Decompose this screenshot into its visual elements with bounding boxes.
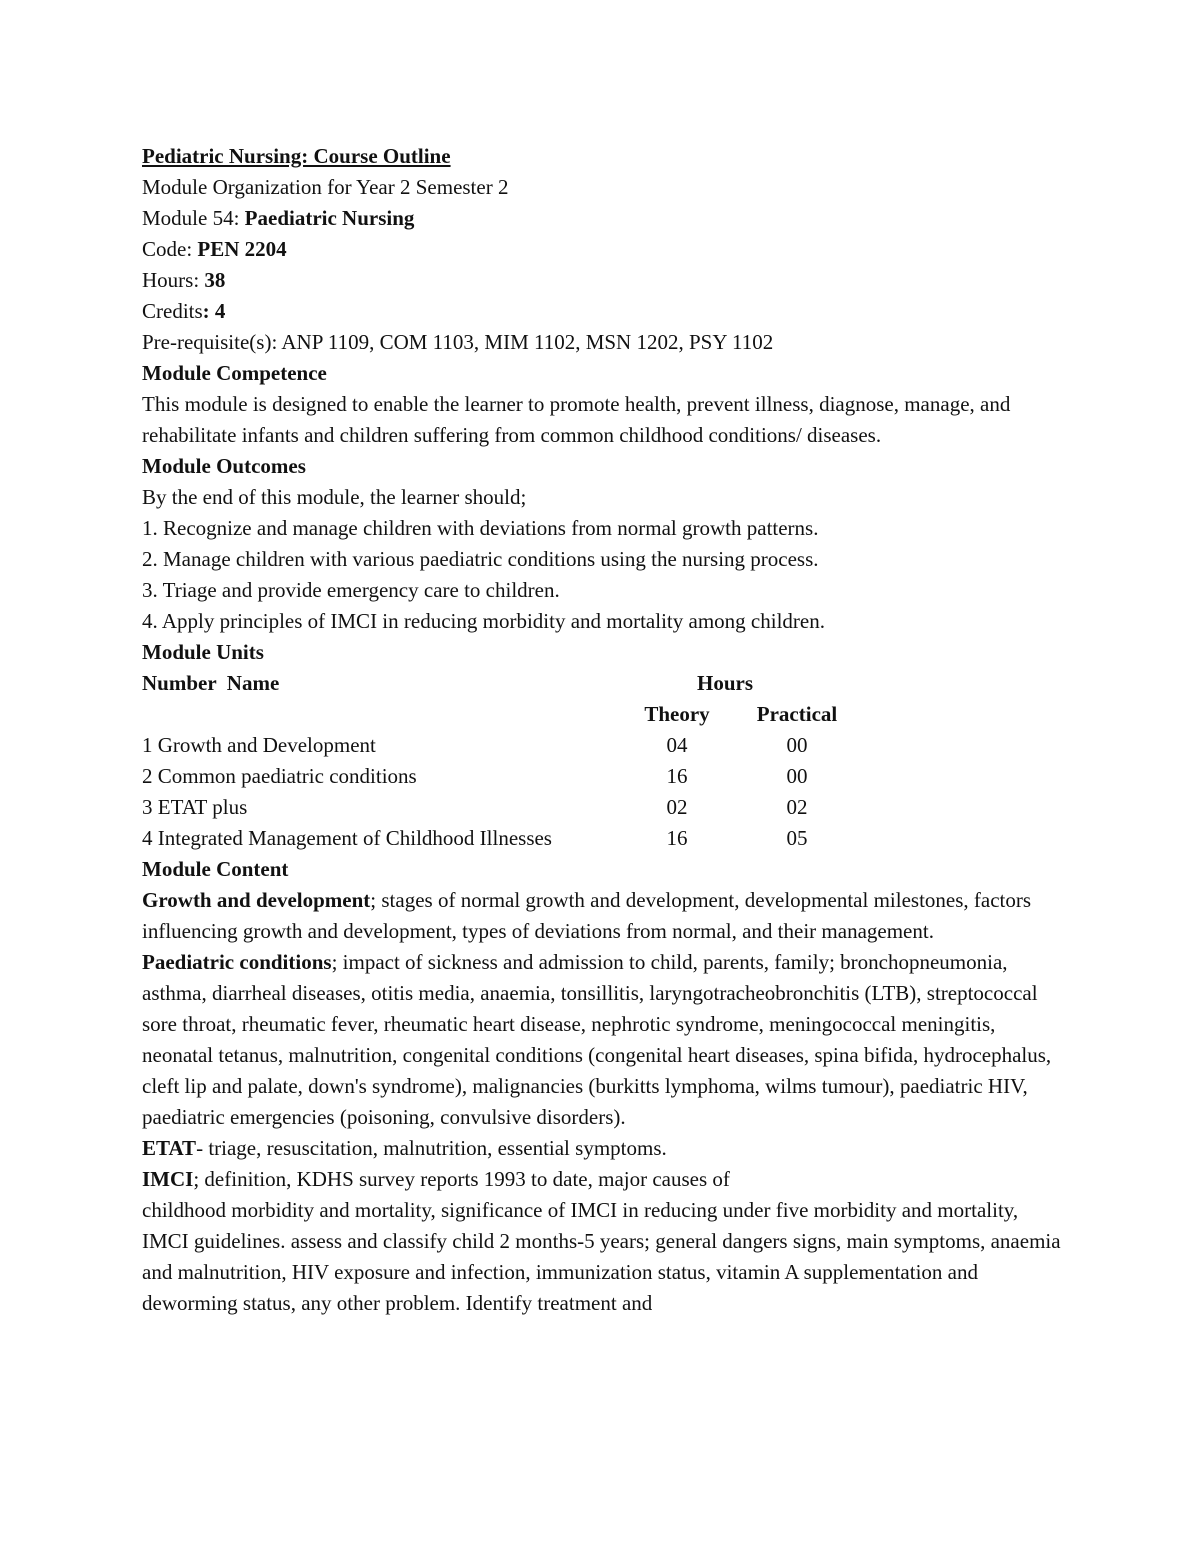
content-imci-first-line [142,1164,1072,1195]
units-table [142,668,1062,854]
unit-practical-hours: 00 [786,733,808,757]
content-growth [142,885,1062,947]
content-paediatric [142,947,1062,1133]
content-growth-term: Growth and development [142,888,371,912]
table-row [142,730,1062,761]
credits-value: : 4 [202,299,226,323]
credits-line [142,296,1072,327]
units-col-number-name: Number Name [142,671,280,695]
code-label: Code: [142,237,198,261]
unit-theory-hours: 16 [666,764,688,788]
unit-name: 2 Common paediatric conditions [142,764,417,788]
content-imci-text: childhood morbidity and mortality, significance of IMCI in reducing under five morbidity and mortality, IMCI guidelines. assess and classify child 2 months-5 years; general dangers signs, main symptoms, anaemia and malnutrition, HIV exposure and infection, immunization status, vitamin A supplementation and deworming status, any other problem. Identify treatment and [142,1198,1061,1315]
content-imci-line1: ; definition, KDHS survey reports 1993 to date, major causes of [193,1167,730,1191]
hours-label: Hours: [142,268,205,292]
unit-name: 4 Integrated Management of Childhood Illnesses [142,826,552,850]
hours-value: 38 [204,268,226,292]
competence-text: This module is designed to enable the learner to promote health, prevent illness, diagnose, manage, and rehabilitate infants and children suffering from common childhood conditions/ diseases. [142,392,1011,447]
units-subheader-row [142,699,1062,730]
outcomes-heading: Module Outcomes [142,454,306,478]
outcome-item: 2. Manage children with various paediatric conditions using the nursing process. [142,547,819,571]
unit-theory-hours: 16 [666,826,688,850]
unit-name: 3 ETAT plus [142,795,248,819]
units-col-theory: Theory [644,702,710,726]
content-imci-term: IMCI [142,1167,194,1191]
outcome-item: 3. Triage and provide emergency care to children. [142,578,560,602]
competence-heading: Module Competence [142,361,327,385]
module-label: Module 54: [142,206,245,230]
code-line [142,234,1072,265]
content-growth-text: ; stages of normal growth and development, developmental milestones, factors influencing growth and development, types of deviations from normal, and their management. [142,888,1032,943]
unit-theory-hours: 02 [666,795,688,819]
code-value: PEN 2204 [197,237,287,261]
outcomes-intro: By the end of this module, the learner should; [142,485,527,509]
table-row [142,792,1062,823]
content-paediatric-term: Paediatric conditions [142,950,332,974]
units-col-hours: Hours [697,671,754,695]
outcome-item: 1. Recognize and manage children with deviations from normal growth patterns. [142,516,819,540]
content-heading: Module Content [142,857,289,881]
unit-name: 1 Growth and Development [142,733,376,757]
credits-label: Credits [142,299,203,323]
module-organization: Module Organization for Year 2 Semester 2 [142,175,509,199]
unit-theory-hours: 04 [666,733,688,757]
unit-practical-hours: 00 [786,764,808,788]
outcome-item: 4. Apply principles of IMCI in reducing morbidity and mortality among children. [142,609,825,633]
units-col-practical: Practical [756,702,838,726]
table-row [142,761,1062,792]
unit-practical-hours: 02 [786,795,808,819]
units-heading: Module Units [142,640,264,664]
module-value: Paediatric Nursing [244,206,415,230]
units-header-row [142,668,1062,699]
document-title: Pediatric Nursing: Course Outline [142,144,451,168]
prerequisites: Pre-requisite(s): ANP 1109, COM 1103, MIM 1102, MSN 1202, PSY 1102 [142,330,774,354]
content-etat-term: ETAT [142,1136,197,1160]
unit-practical-hours: 05 [786,826,808,850]
document-page [142,141,1072,1319]
module-line [142,203,1072,234]
content-paediatric-text: ; impact of sickness and admission to child, parents, family; bronchopneumonia, asthma, diarrheal diseases, otitis media, anaemia, tonsillitis, laryngotracheobronchitis (LTB), streptococcal sore throat, rheumatic fever, rheumatic heart disease, nephrotic syndrome, meningococcal meningitis, neonatal tetanus, malnutrition, congenital conditions (congenital heart diseases, spina bifida, hydrocephalus, cleft lip and palate, down's syndrome), malignancies (burkitts lymphoma, wilms tumour), paediatric HIV, paediatric emergencies (poisoning, convulsive disorders). [142,950,1052,1129]
hours-line [142,265,1072,296]
content-etat-text: - triage, resuscitation, malnutrition, essential symptoms. [196,1136,667,1160]
table-row [142,823,1062,854]
content-etat [142,1133,1062,1164]
